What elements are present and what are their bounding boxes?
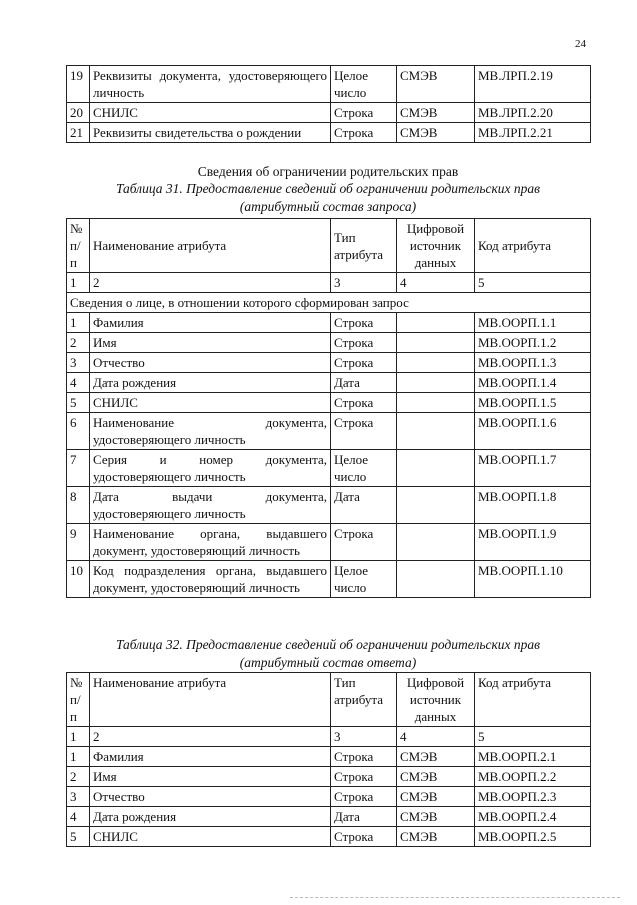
- attribute-type-cell: Строка: [331, 313, 397, 333]
- header-attribute-type: Тип атрибута: [331, 673, 397, 727]
- attribute-name-cell: СНИЛС: [90, 827, 331, 847]
- row-number-cell: 5: [67, 827, 90, 847]
- numbering-row: [67, 727, 591, 747]
- attribute-name-cell: Наименование органа, выдавшего документ, удостоверяющий личность: [90, 524, 331, 561]
- data-source-cell: [397, 487, 475, 524]
- row-number-cell: 3: [67, 353, 90, 373]
- attribute-code-cell: МВ.ООРП.2.2: [475, 767, 591, 787]
- attribute-code-cell: МВ.ООРП.2.4: [475, 807, 591, 827]
- attribute-type-cell: Целое число: [331, 66, 397, 103]
- attribute-name-cell: Отчество: [90, 353, 331, 373]
- attribute-name-cell: Код подразделения органа, выдавшего документ, удостоверяющий личность: [90, 561, 331, 598]
- attribute-name-cell: Отчество: [90, 787, 331, 807]
- attribute-name-cell: Фамилия: [90, 313, 331, 333]
- attribute-name-cell: Фамилия: [90, 747, 331, 767]
- table-row: [67, 66, 591, 103]
- attribute-name-cell: СНИЛС: [90, 393, 331, 413]
- data-source-cell: СМЭВ: [397, 123, 475, 143]
- numbering-cell: 4: [397, 727, 475, 747]
- attribute-name-cell: СНИЛС: [90, 103, 331, 123]
- header-attribute-type: Тип атрибута: [331, 219, 397, 273]
- table-31: [66, 218, 591, 598]
- attribute-type-cell: Строка: [331, 787, 397, 807]
- header-attribute-name: Наименование атрибута: [90, 219, 331, 273]
- header-row: [67, 219, 591, 273]
- attribute-code-cell: МВ.ООРП.2.1: [475, 747, 591, 767]
- row-number-cell: 8: [67, 487, 90, 524]
- numbering-cell: 1: [67, 727, 90, 747]
- data-source-cell: СМЭВ: [397, 827, 475, 847]
- data-source-cell: [397, 413, 475, 450]
- data-source-cell: СМЭВ: [397, 66, 475, 103]
- data-source-cell: [397, 313, 475, 333]
- scan-artifact: [290, 893, 620, 898]
- attribute-name-cell: Серия и номер документа, удостоверяющего личность: [90, 450, 331, 487]
- attribute-type-cell: Строка: [331, 333, 397, 353]
- header-number: № п/п: [67, 673, 90, 727]
- header-attribute-code: Код атрибута: [475, 219, 591, 273]
- header-data-source: Цифровой источник данных: [397, 673, 475, 727]
- table-row: [67, 450, 591, 487]
- numbering-cell: 5: [475, 273, 591, 293]
- attribute-name-cell: Дата выдачи документа, удостоверяющего личность: [90, 487, 331, 524]
- attribute-type-cell: Целое число: [331, 450, 397, 487]
- table-body: [67, 66, 591, 143]
- row-number-cell: 2: [67, 333, 90, 353]
- attribute-code-cell: МВ.ООРП.2.3: [475, 787, 591, 807]
- data-source-cell: [397, 333, 475, 353]
- data-source-cell: СМЭВ: [397, 767, 475, 787]
- header-data-source: Цифровой источник данных: [397, 219, 475, 273]
- table-32-caption: Таблица 32. Предоставление сведений об ограничении родительских прав: [115, 637, 541, 652]
- attribute-type-cell: Строка: [331, 123, 397, 143]
- table-row: [67, 333, 591, 353]
- header-row: [67, 673, 591, 727]
- attribute-code-cell: МВ.ЛРП.2.21: [475, 123, 591, 143]
- data-source-cell: [397, 373, 475, 393]
- table-row: [67, 747, 591, 767]
- attributes-table-continued: [66, 65, 591, 143]
- attribute-type-cell: Строка: [331, 827, 397, 847]
- table-row: [67, 787, 591, 807]
- attribute-code-cell: МВ.ООРП.1.6: [475, 413, 591, 450]
- table-row: [67, 353, 591, 373]
- attribute-code-cell: МВ.ООРП.1.1: [475, 313, 591, 333]
- attribute-type-cell: Строка: [331, 103, 397, 123]
- attribute-code-cell: МВ.ООРП.1.8: [475, 487, 591, 524]
- group-label: Сведения о лице, в отношении которого сформирован запрос: [67, 293, 591, 313]
- attribute-code-cell: МВ.ООРП.1.5: [475, 393, 591, 413]
- numbering-cell: 5: [475, 727, 591, 747]
- attribute-name-cell: Реквизиты свидетельства о рождении: [90, 123, 331, 143]
- page-number: 24: [575, 38, 586, 50]
- attribute-code-cell: МВ.ЛРП.2.20: [475, 103, 591, 123]
- row-number-cell: 2: [67, 767, 90, 787]
- table-row: [67, 767, 591, 787]
- numbering-cell: 1: [67, 273, 90, 293]
- attribute-type-cell: Строка: [331, 524, 397, 561]
- attribute-name-cell: Имя: [90, 767, 331, 787]
- data-source-cell: [397, 353, 475, 373]
- data-source-cell: СМЭВ: [397, 103, 475, 123]
- numbering-cell: 3: [331, 727, 397, 747]
- section-title: Сведения об ограничении родительских прав: [197, 164, 459, 179]
- row-number-cell: 10: [67, 561, 90, 598]
- attribute-type-cell: Дата: [331, 487, 397, 524]
- table-body: [67, 747, 591, 847]
- attribute-type-cell: Строка: [331, 393, 397, 413]
- numbering-cell: 4: [397, 273, 475, 293]
- numbering-row: [67, 273, 591, 293]
- attribute-name-cell: Имя: [90, 333, 331, 353]
- attribute-code-cell: МВ.ООРП.1.2: [475, 333, 591, 353]
- row-number-cell: 5: [67, 393, 90, 413]
- row-number-cell: 21: [67, 123, 90, 143]
- group-row: [67, 293, 591, 313]
- attribute-name-cell: Дата рождения: [90, 373, 331, 393]
- row-number-cell: 20: [67, 103, 90, 123]
- attribute-code-cell: МВ.ЛРП.2.19: [475, 66, 591, 103]
- header-number: № п/п: [67, 219, 90, 273]
- numbering-cell: 2: [90, 273, 331, 293]
- attribute-name-cell: Дата рождения: [90, 807, 331, 827]
- data-source-cell: [397, 393, 475, 413]
- attribute-code-cell: МВ.ООРП.2.5: [475, 827, 591, 847]
- table-row: [67, 524, 591, 561]
- row-number-cell: 1: [67, 747, 90, 767]
- data-source-cell: СМЭВ: [397, 787, 475, 807]
- header-attribute-code: Код атрибута: [475, 673, 591, 727]
- row-number-cell: 7: [67, 450, 90, 487]
- table-row: [67, 103, 591, 123]
- header-attribute-name: Наименование атрибута: [90, 673, 331, 727]
- attribute-code-cell: МВ.ООРП.1.9: [475, 524, 591, 561]
- data-source-cell: [397, 450, 475, 487]
- attribute-type-cell: Дата: [331, 373, 397, 393]
- row-number-cell: 19: [67, 66, 90, 103]
- row-number-cell: 6: [67, 413, 90, 450]
- attribute-type-cell: Строка: [331, 747, 397, 767]
- table-32-caption-subtitle: (атрибутный состав ответа): [239, 655, 417, 670]
- attribute-code-cell: МВ.ООРП.1.7: [475, 450, 591, 487]
- attribute-name-cell: Реквизиты документа, удостоверяющего личность: [90, 66, 331, 103]
- numbering-cell: 3: [331, 273, 397, 293]
- table-32: [66, 672, 591, 847]
- row-number-cell: 9: [67, 524, 90, 561]
- table-body: [67, 313, 591, 598]
- row-number-cell: 3: [67, 787, 90, 807]
- row-number-cell: 1: [67, 313, 90, 333]
- table-row: [67, 561, 591, 598]
- table-row: [67, 373, 591, 393]
- table-row: [67, 123, 591, 143]
- data-source-cell: СМЭВ: [397, 747, 475, 767]
- attribute-type-cell: Строка: [331, 353, 397, 373]
- table-row: [67, 807, 591, 827]
- attribute-type-cell: Целое число: [331, 561, 397, 598]
- table-row: [67, 313, 591, 333]
- data-source-cell: СМЭВ: [397, 807, 475, 827]
- attribute-code-cell: МВ.ООРП.1.3: [475, 353, 591, 373]
- attribute-code-cell: МВ.ООРП.1.10: [475, 561, 591, 598]
- data-source-cell: [397, 524, 475, 561]
- numbering-cell: 2: [90, 727, 331, 747]
- attribute-type-cell: Строка: [331, 413, 397, 450]
- attribute-code-cell: МВ.ООРП.1.4: [475, 373, 591, 393]
- table-31-caption-subtitle: (атрибутный состав запроса): [239, 199, 417, 214]
- row-number-cell: 4: [67, 807, 90, 827]
- table-31-caption: Таблица 31. Предоставление сведений об ограничении родительских прав: [115, 181, 541, 196]
- table-row: [67, 393, 591, 413]
- attribute-type-cell: Дата: [331, 807, 397, 827]
- attribute-type-cell: Строка: [331, 767, 397, 787]
- table-row: [67, 487, 591, 524]
- table-row: [67, 827, 591, 847]
- row-number-cell: 4: [67, 373, 90, 393]
- attribute-name-cell: Наименование документа, удостоверяющего личность: [90, 413, 331, 450]
- table-row: [67, 413, 591, 450]
- data-source-cell: [397, 561, 475, 598]
